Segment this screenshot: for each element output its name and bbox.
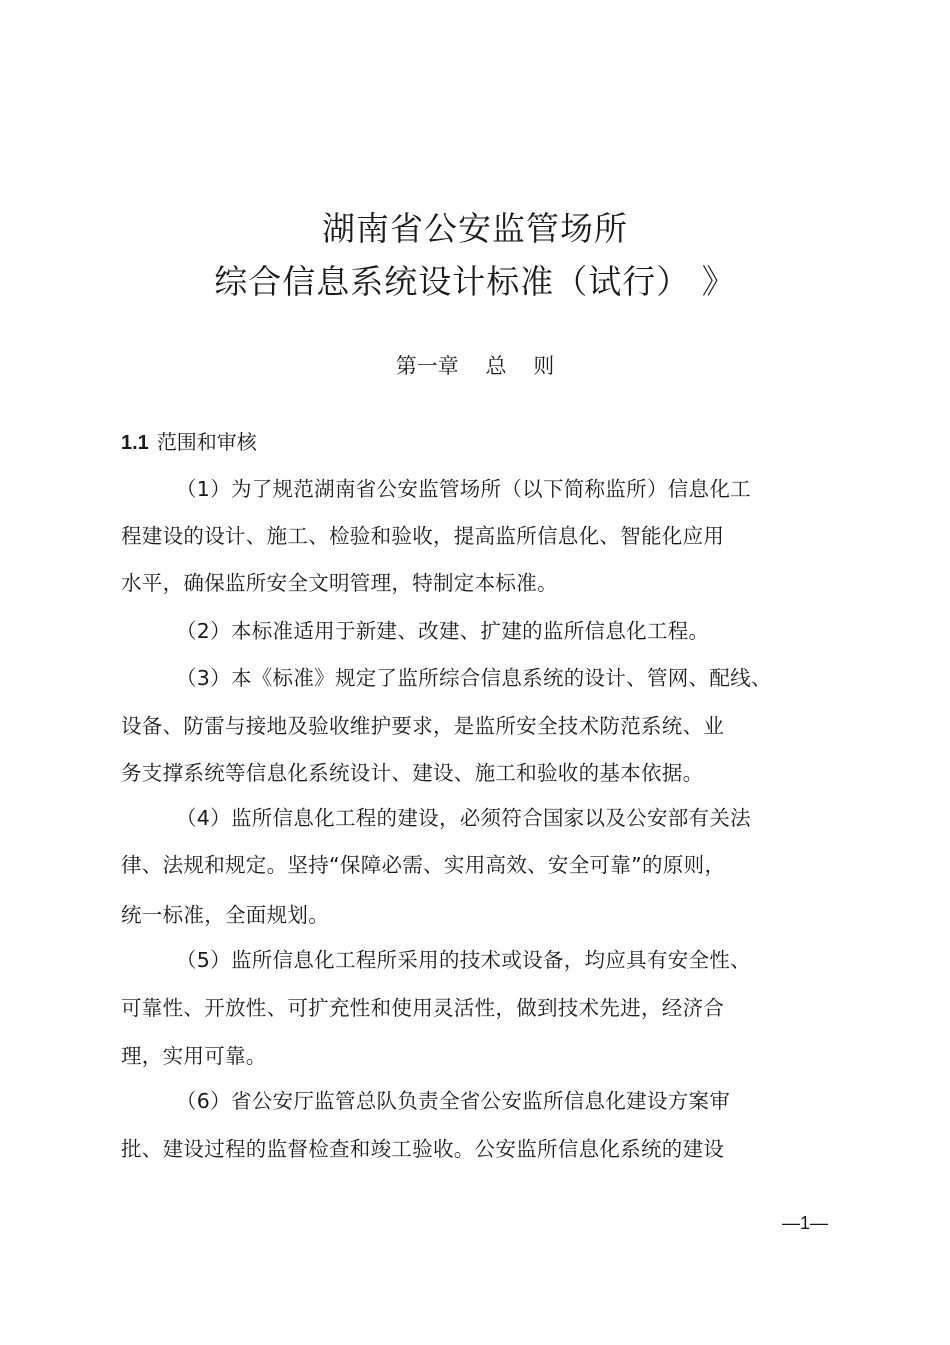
paragraph-line: 统一标准，全面规划。 — [121, 903, 329, 927]
paragraph-line: 水平，确保监所安全文明管理，特制定本标准。 — [121, 571, 558, 595]
paragraph-line: （6）省公安厅监管总队负责全省公安监所信息化建设方案审 — [176, 1089, 731, 1113]
paragraph-line: （2）本标准适用于新建、改建、扩建的监所信息化工程。 — [176, 619, 710, 643]
chapter-heading: 第一章 总 则 — [395, 354, 555, 378]
paragraph-line: （3）本《标准》规定了监所综合信息系统的设计、管网、配线、 — [176, 666, 772, 690]
paragraph-line: 设备、防雷与接地及验收维护要求，是监所安全技术防范系统、业 — [121, 714, 725, 738]
paragraph-line: 律、法规和规定。坚持“保障必需、实用高效、安全可靠”的原则， — [121, 853, 726, 877]
page-number: —1— — [782, 1213, 829, 1233]
paragraph-line: （4）监所信息化工程的建设，必须符合国家以及公安部有关法 — [176, 806, 751, 830]
paragraph-line: 程建设的设计、施工、检验和验收，提高监所信息化、智能化应用 — [121, 524, 725, 548]
paragraph-line: （5）监所信息化工程所采用的技术或设备，均应具有安全性、 — [176, 948, 751, 972]
paragraph-line: （1）为了规范湖南省公安监管场所（以下简称监所）信息化工 — [176, 477, 751, 501]
section-heading — [121, 426, 257, 455]
document-title-line-2: 综合信息系统设计标准（试行） 》 — [214, 262, 736, 301]
document-title-line-1: 湖南省公安监管场所 — [322, 209, 628, 248]
paragraph-line: 务支撑系统等信息化系统设计、建设、施工和验收的基本依据。 — [121, 761, 704, 785]
paragraph-line: 批、建设过程的监督检查和竣工验收。公安监所信息化系统的建设 — [121, 1137, 725, 1161]
paragraph-line: 可靠性、开放性、可扩充性和使用灵活性，做到技术先进，经济合 — [121, 996, 725, 1020]
paragraph-line: 理，实用可靠。 — [121, 1044, 267, 1068]
section-title: 范围和审核 — [156, 430, 257, 454]
section-number: 1.1 — [121, 432, 149, 454]
